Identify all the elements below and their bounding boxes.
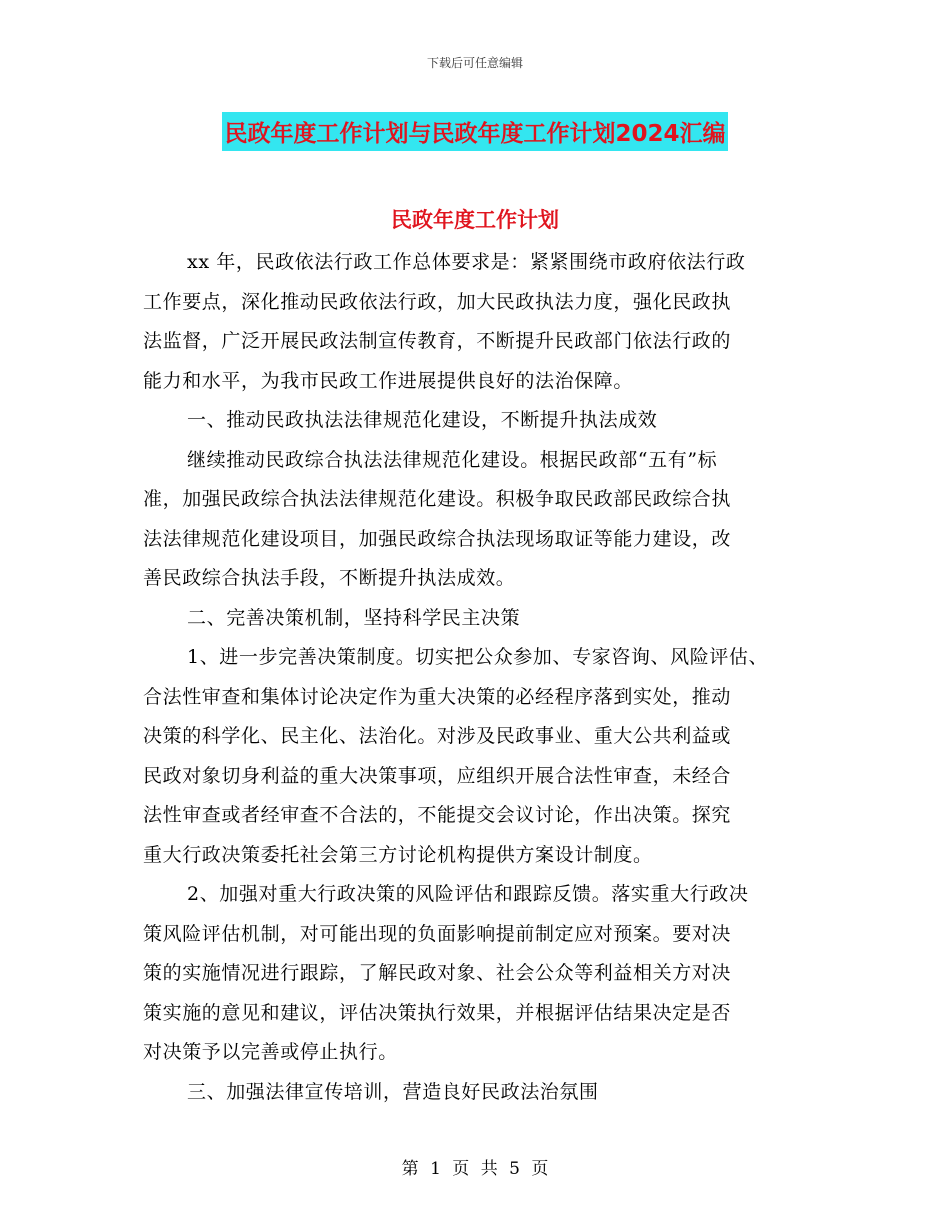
body-line: 1、进一步完善决策制度。切实把公众参加、专家咨询、风险评估、 <box>187 646 769 668</box>
body-line: 三、加强法律宣传培训，营造良好民政法治氛围 <box>187 1080 599 1103</box>
body-line: 能力和水平，为我市民政工作进展提供良好的法治保障。 <box>143 369 634 392</box>
body-line: 继续推动民政综合执法法律规范化建设。根据民政部“五有”标 <box>187 448 718 471</box>
body-line: 一、推动民政执法法律规范化建设，不断提升执法成效 <box>187 409 658 431</box>
main-title: 民政年度工作计划与民政年度工作计划2024汇编 <box>222 112 727 151</box>
body-line: 准，加强民政综合执法法律规范化建设。积极争取民政部民政综合执 <box>143 488 732 510</box>
body-line: 重大行政决策委托社会第三方讨论机构提供方案设计制度。 <box>143 843 653 866</box>
body-line: 策实施的意见和建议，评估决策执行效果，并根据评估结果决定是否 <box>143 1001 732 1024</box>
body-line: 法性审查或者经审查不合法的，不能提交会议讨论，作出决策。探究 <box>143 804 732 826</box>
body-line: 策风险评估机制，对可能出现的负面影响提前制定应对预案。要对决 <box>143 922 732 945</box>
body-line: 合法性审查和集体讨论决定作为重大决策的必经程序落到实处，推动 <box>143 685 732 708</box>
main-title-wrap <box>0 112 950 151</box>
body-line: xx 年，民政依法行政工作总体要求是：紧紧围绕市政府依法行政 <box>187 251 746 273</box>
page-footer: 第 1 页 共 5 页 <box>401 1159 549 1179</box>
body-line: 2、加强对重大行政决策的风险评估和跟踪反馈。落实重大行政决 <box>187 883 749 905</box>
body-line: 二、完善决策机制，坚持科学民主决策 <box>187 606 521 629</box>
body-line: 善民政综合执法手段，不断提升执法成效。 <box>143 567 516 589</box>
body-line: 决策的科学化、民主化、法治化。对涉及民政事业、重大公共利益或 <box>143 725 732 747</box>
body-line: 对决策予以完善或停止执行。 <box>143 1041 398 1063</box>
section-title: 民政年度工作计划 <box>391 208 559 232</box>
body-line: 法监督，广泛开展民政法制宣传教育，不断提升民政部门依法行政的 <box>143 330 732 352</box>
body-line: 法法律规范化建设项目，加强民政综合执法现场取证等能力建设，改 <box>143 527 732 550</box>
header-note: 下载后可任意编辑 <box>426 56 523 70</box>
body-line: 策的实施情况进行跟踪，了解民政对象、社会公众等利益相关方对决 <box>143 962 732 984</box>
body-text <box>143 243 833 1112</box>
body-line: 民政对象切身利益的重大决策事项，应组织开展合法性审查，未经合 <box>143 764 732 787</box>
body-line: 工作要点，深化推动民政依法行政，加大民政执法力度，强化民政执 <box>143 290 732 313</box>
